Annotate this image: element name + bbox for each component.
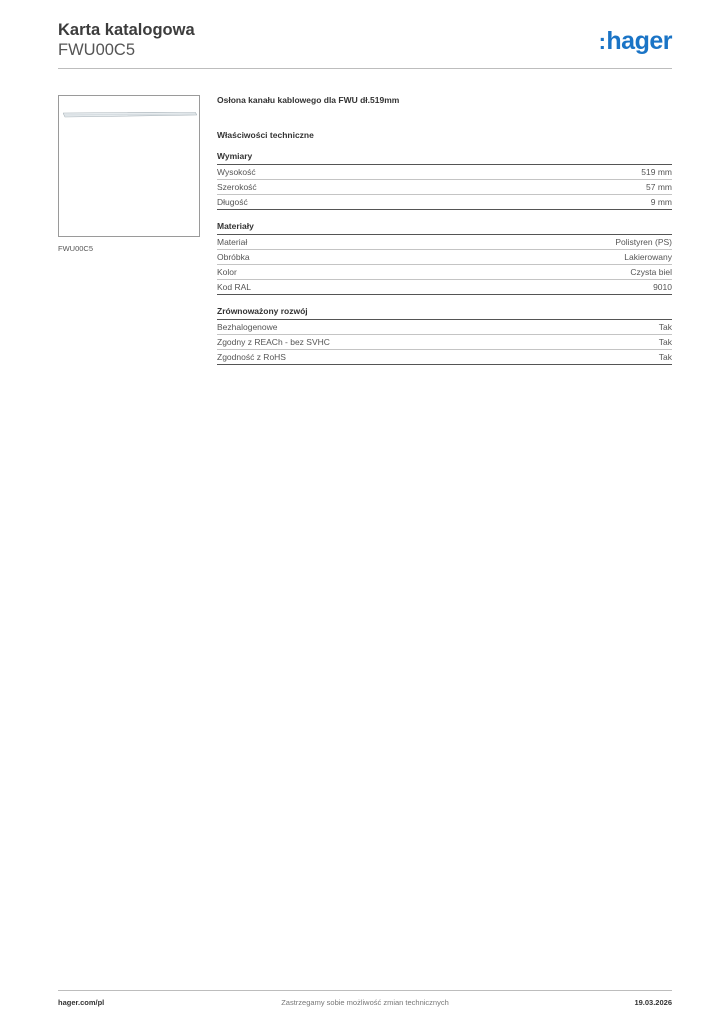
spec-row	[217, 195, 672, 210]
spec-value: Tak	[658, 337, 672, 347]
spec-label: Długość	[217, 197, 248, 207]
spec-row	[217, 335, 672, 350]
spec-value: Polistyren (PS)	[615, 237, 672, 247]
spec-label: Obróbka	[217, 252, 250, 262]
spec-value: Tak	[658, 352, 672, 362]
document-footer	[58, 998, 672, 1010]
footer-divider	[58, 990, 672, 991]
spec-label: Zgodny z REACh - bez SVHC	[217, 337, 330, 347]
spec-label: Materiał	[217, 237, 248, 247]
section-sustainability	[217, 306, 672, 365]
spec-row	[217, 320, 672, 335]
section-dimensions	[217, 151, 672, 210]
product-image	[58, 95, 200, 237]
spec-label: Wysokość	[217, 167, 256, 177]
hager-logo	[599, 28, 672, 55]
footer-website: hager.com/pl	[58, 998, 105, 1007]
spec-row	[217, 235, 672, 250]
spec-value: 9010	[653, 282, 672, 292]
spec-label: Szerokość	[217, 182, 257, 192]
spec-row	[217, 250, 672, 265]
section-title: Materiały	[217, 221, 672, 235]
spec-label: Kod RAL	[217, 282, 252, 292]
spec-label: Kolor	[217, 267, 237, 277]
spec-label: Zgodność z RoHS	[217, 352, 286, 362]
spec-row	[217, 165, 672, 180]
image-caption: FWU00C5	[58, 244, 94, 253]
section-materials	[217, 221, 672, 295]
spec-row	[217, 280, 672, 295]
spec-row	[217, 350, 672, 365]
product-name: Osłona kanału kablowego dla FWU dł.519mm	[217, 95, 400, 105]
section-title: Zrównoważony rozwój	[217, 306, 672, 320]
spec-value: 57 mm	[646, 182, 672, 192]
footer-date: 19.03.2026	[634, 998, 672, 1007]
document-title: Karta katalogowa	[58, 21, 195, 39]
spec-label: Bezhalogenowe	[217, 322, 278, 332]
spec-value: 519 mm	[641, 167, 672, 177]
product-details	[217, 95, 672, 365]
spec-value: Tak	[658, 322, 672, 332]
header-divider	[58, 68, 672, 69]
section-title: Wymiary	[217, 151, 672, 165]
product-code: FWU00C5	[58, 41, 136, 59]
cable-duct-cover-image	[63, 112, 197, 118]
spec-value: Lakierowany	[624, 252, 672, 262]
technical-properties-title: Właściwości techniczne	[217, 130, 314, 140]
spec-row	[217, 180, 672, 195]
spec-value: 9 mm	[650, 197, 672, 207]
logo-mark: :	[598, 29, 606, 54]
document-header	[58, 20, 195, 60]
spec-value: Czysta biel	[630, 267, 672, 277]
spec-row	[217, 265, 672, 280]
logo-text: hager	[606, 27, 672, 55]
footer-notice: Zastrzegamy sobie możliwość zmian technicznych	[281, 998, 449, 1007]
